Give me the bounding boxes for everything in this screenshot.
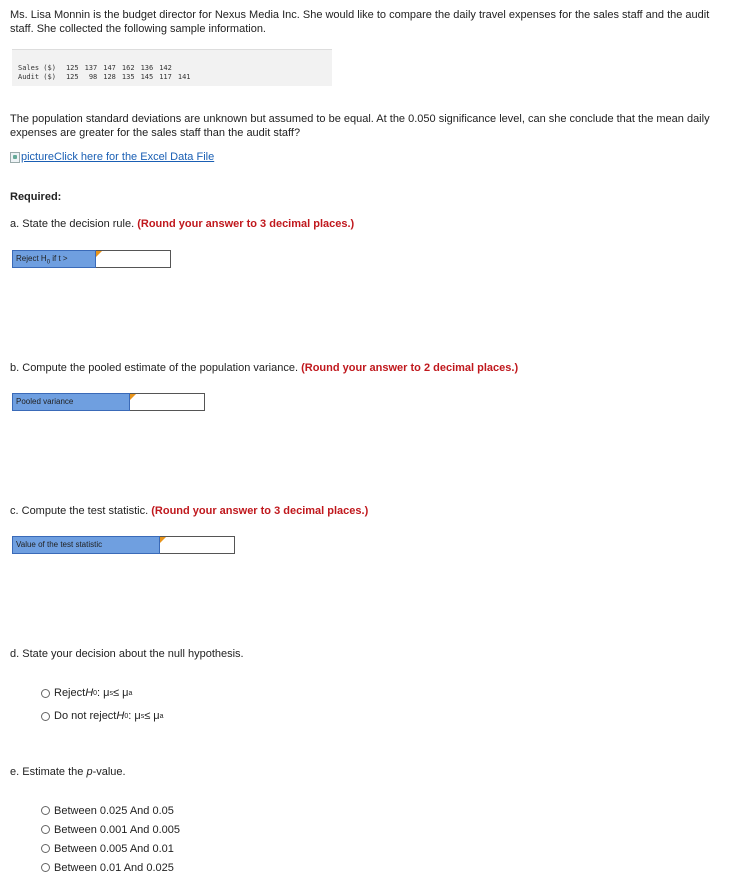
option-subscript: s — [140, 712, 145, 720]
option-text: H — [116, 710, 125, 722]
table-cell: 125 — [65, 73, 79, 81]
question-c-prefix: c. — [10, 505, 19, 517]
question-e-italic: p — [86, 766, 93, 778]
question-b-prefix: b. — [10, 362, 20, 374]
row-label-sales: Sales ($) — [18, 64, 56, 72]
excel-link-text[interactable]: Click here for the Excel Data File — [54, 151, 215, 163]
option-text: Do not reject — [54, 710, 117, 722]
table-cell: 117 — [159, 73, 172, 81]
option-subscript: a — [128, 689, 133, 697]
option-subscript: s — [109, 689, 113, 697]
table-cell: 137 — [84, 64, 98, 72]
pvalue-options — [41, 801, 180, 877]
table-cell: 136 — [140, 64, 154, 72]
option-text: : μ — [97, 687, 110, 699]
question-b — [10, 361, 518, 375]
option-text: Between 0.01 And 0.025 — [54, 861, 174, 874]
table-row — [18, 73, 197, 82]
excel-data-link[interactable] — [10, 151, 214, 163]
question-e-text: -value. — [92, 766, 126, 778]
broken-image-icon — [10, 152, 20, 163]
table-cell: 145 — [140, 73, 154, 81]
question-e-prefix: e. — [10, 766, 20, 778]
decision-rule-label — [12, 250, 96, 268]
table-row — [18, 64, 197, 73]
question-c — [10, 504, 368, 518]
option-pvalue-2[interactable] — [41, 820, 180, 839]
option-text: H — [85, 687, 94, 699]
table-cell: 128 — [103, 73, 116, 81]
radio-button[interactable] — [41, 825, 50, 834]
table-cell: 141 — [177, 73, 191, 81]
question-a-text: State the decision rule. — [22, 218, 135, 230]
option-text: Between 0.001 And 0.005 — [54, 823, 180, 836]
question-b-note: (Round your answer to 2 decimal places.) — [301, 362, 519, 374]
answer-c-row — [12, 536, 235, 554]
option-pvalue-1[interactable] — [41, 801, 180, 820]
label-text: if t > — [50, 254, 68, 263]
test-statistic-label: Value of the test statistic — [12, 536, 160, 554]
decision-rule-input[interactable] — [96, 250, 171, 268]
question-a-prefix: a. — [10, 218, 20, 230]
option-do-not-reject[interactable] — [41, 708, 164, 724]
radio-button[interactable] — [41, 712, 50, 721]
table-cell — [178, 64, 197, 73]
question-d — [10, 647, 244, 661]
pooled-variance-label: Pooled variance — [12, 393, 130, 411]
image-alt-text: picture — [21, 151, 55, 163]
question-d-prefix: d. — [10, 648, 20, 660]
table-cell: 98 — [88, 73, 98, 81]
question-c-text: Compute the test statistic. — [21, 505, 149, 517]
radio-button[interactable] — [41, 844, 50, 853]
option-subscript: a — [159, 712, 164, 720]
decision-options — [41, 685, 164, 724]
required-heading: Required: — [10, 191, 62, 203]
option-text: ≤ μ — [144, 710, 160, 722]
option-text: Between 0.025 And 0.05 — [54, 804, 174, 817]
sample-data-table — [12, 49, 332, 86]
intro-text: Ms. Lisa Monnin is the budget director for Nexus Media Inc. She would like to compare the daily travel expenses for the sales staff and the audit staff. She collected the following sample information. — [10, 9, 710, 35]
table-cell: 135 — [121, 73, 135, 81]
option-pvalue-3[interactable] — [41, 839, 180, 858]
label-subscript: 0 — [46, 259, 51, 266]
option-text: ≤ μ — [113, 687, 129, 699]
question-a-note: (Round your answer to 3 decimal places.) — [137, 218, 355, 230]
question-c-note: (Round your answer to 3 decimal places.) — [151, 505, 369, 517]
option-pvalue-4[interactable] — [41, 858, 180, 877]
test-statistic-input[interactable] — [160, 536, 235, 554]
question-a — [10, 217, 354, 231]
option-subscript: 0 — [93, 689, 98, 697]
pooled-variance-input[interactable] — [130, 393, 205, 411]
option-reject[interactable] — [41, 685, 164, 701]
problem-paragraph: The population standard deviations are unknown but assumed to be equal. At the 0.050 significance level, can she conclude that the mean daily expenses are greater for the sales staff than the audit staff? — [10, 113, 710, 139]
option-text: Reject — [54, 687, 86, 699]
answer-b-row — [12, 393, 205, 411]
answer-a-row — [12, 250, 171, 268]
table-cell: 125 — [65, 64, 79, 72]
question-e-text: Estimate the — [22, 766, 87, 778]
option-text: Between 0.005 And 0.01 — [54, 842, 174, 855]
radio-button[interactable] — [41, 863, 50, 872]
option-subscript: 0 — [124, 712, 129, 720]
table-cell: 142 — [159, 64, 172, 72]
option-text: : μ — [128, 710, 141, 722]
question-e — [10, 765, 126, 779]
table-cell: 162 — [121, 64, 135, 72]
radio-button[interactable] — [41, 806, 50, 815]
question-b-text: Compute the pooled estimate of the population variance. — [22, 362, 299, 374]
table-cell: 147 — [103, 64, 116, 72]
sample-table — [18, 64, 197, 82]
row-label-audit: Audit ($) — [18, 73, 56, 81]
radio-button[interactable] — [41, 689, 50, 698]
label-text: Reject H — [16, 254, 47, 263]
question-d-text: State your decision about the null hypothesis. — [22, 648, 244, 660]
